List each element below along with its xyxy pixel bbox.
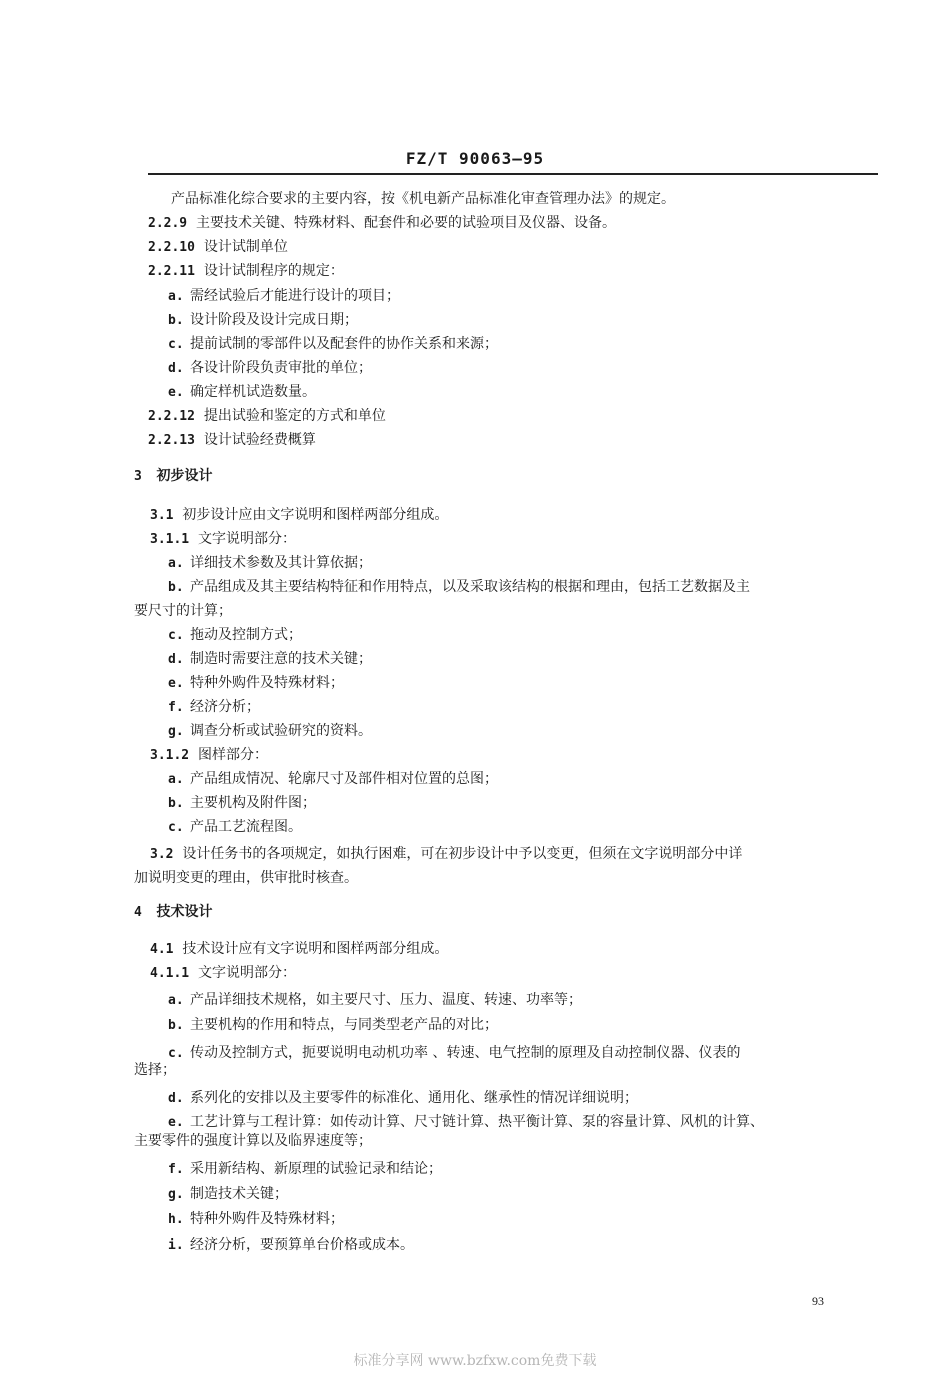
clause-2-2-9: 2.2.9 主要技术关键、特殊材料、配套件和必要的试验项目及仪器、设备。 bbox=[148, 215, 617, 231]
list-item: c. 传动及控制方式，扼要说明电动机功率 、转速、电气控制的原理及自动控制仪器、仪表的 bbox=[168, 1045, 741, 1061]
list-item: f. 采用新结构、新原理的试验记录和结论； bbox=[168, 1161, 442, 1177]
list-item: g. 调查分析或试验研究的资料。 bbox=[168, 723, 372, 739]
list-item: c. 提前试制的零部件以及配套件的协作关系和来源； bbox=[168, 336, 498, 352]
list-item: c. 产品工艺流程图。 bbox=[168, 819, 302, 835]
list-item-continuation: 要尺寸的计算； bbox=[134, 603, 232, 619]
clause-2-2-11: 2.2.11 设计试制程序的规定： bbox=[148, 263, 344, 279]
list-item: h. 特种外购件及特殊材料； bbox=[168, 1211, 344, 1227]
list-item: d. 制造时需要注意的技术关键； bbox=[168, 651, 372, 667]
list-item: e. 工艺计算与工程计算：如传动计算、尺寸链计算、热平衡计算、泵的容量计算、风机的计算、 bbox=[168, 1114, 764, 1130]
clause-3-1-1: 3.1.1 文字说明部分： bbox=[150, 531, 297, 547]
list-item: i. 经济分析，要预算单台价格或成本。 bbox=[168, 1237, 414, 1253]
list-item: a. 产品组成情况、轮廓尺寸及部件相对位置的总图； bbox=[168, 771, 498, 787]
list-item: b. 产品组成及其主要结构特征和作用特点，以及采取该结构的根据和理由，包括工艺数据及主 bbox=[168, 579, 750, 595]
continuation-line: 产品标准化综合要求的主要内容，按《机电新产品标准化审查管理办法》的规定。 bbox=[171, 191, 675, 207]
list-item: a. 产品详细技术规格，如主要尺寸、压力、温度、转速、功率等； bbox=[168, 992, 582, 1008]
list-item-continuation: 选择； bbox=[134, 1062, 176, 1078]
watermark: 标准分享网 www.bzfxw.com免费下载 bbox=[353, 1353, 597, 1369]
section-heading-3: 3 初步设计 bbox=[134, 468, 213, 484]
clause-2-2-12: 2.2.12 提出试验和鉴定的方式和单位 bbox=[148, 408, 386, 424]
list-item-continuation: 主要零件的强度计算以及临界速度等； bbox=[134, 1133, 372, 1149]
clause-2-2-10: 2.2.10 设计试制单位 bbox=[148, 239, 288, 255]
clause-continuation: 加说明变更的理由，供审批时核查。 bbox=[134, 870, 358, 886]
clause-3-1-2: 3.1.2 图样部分： bbox=[150, 747, 269, 763]
clause-4-1: 4.1 技术设计应有文字说明和图样两部分组成。 bbox=[150, 941, 449, 957]
clause-2-2-13: 2.2.13 设计试验经费概算 bbox=[148, 432, 316, 448]
list-item: f. 经济分析； bbox=[168, 699, 260, 715]
clause-3-1: 3.1 初步设计应由文字说明和图样两部分组成。 bbox=[150, 507, 449, 523]
document-code: FZ/T 90063—95 bbox=[405, 149, 545, 168]
list-item: e. 确定样机试造数量。 bbox=[168, 384, 316, 400]
section-heading-4: 4 技术设计 bbox=[134, 904, 213, 920]
list-item: c. 拖动及控制方式； bbox=[168, 627, 302, 643]
list-item: a. 需经试验后才能进行设计的项目； bbox=[168, 288, 400, 304]
list-item: b. 主要机构的作用和特点，与同类型老产品的对比； bbox=[168, 1017, 498, 1033]
list-item: g. 制造技术关键； bbox=[168, 1186, 288, 1202]
clause-4-1-1: 4.1.1 文字说明部分： bbox=[150, 965, 297, 981]
list-item: a. 详细技术参数及其计算依据； bbox=[168, 555, 372, 571]
list-item: b. 主要机构及附件图； bbox=[168, 795, 316, 811]
list-item: b. 设计阶段及设计完成日期； bbox=[168, 312, 358, 328]
list-item: e. 特种外购件及特殊材料； bbox=[168, 675, 344, 691]
page-number: 93 bbox=[812, 1294, 824, 1308]
header-rule bbox=[148, 173, 878, 175]
list-item: d. 系列化的安排以及主要零件的标准化、通用化、继承性的情况详细说明； bbox=[168, 1090, 638, 1106]
list-item: d. 各设计阶段负责审批的单位； bbox=[168, 360, 372, 376]
clause-3-2: 3.2 设计任务书的各项规定，如执行困难，可在初步设计中予以变更，但须在文字说明部分中详 bbox=[150, 846, 743, 862]
